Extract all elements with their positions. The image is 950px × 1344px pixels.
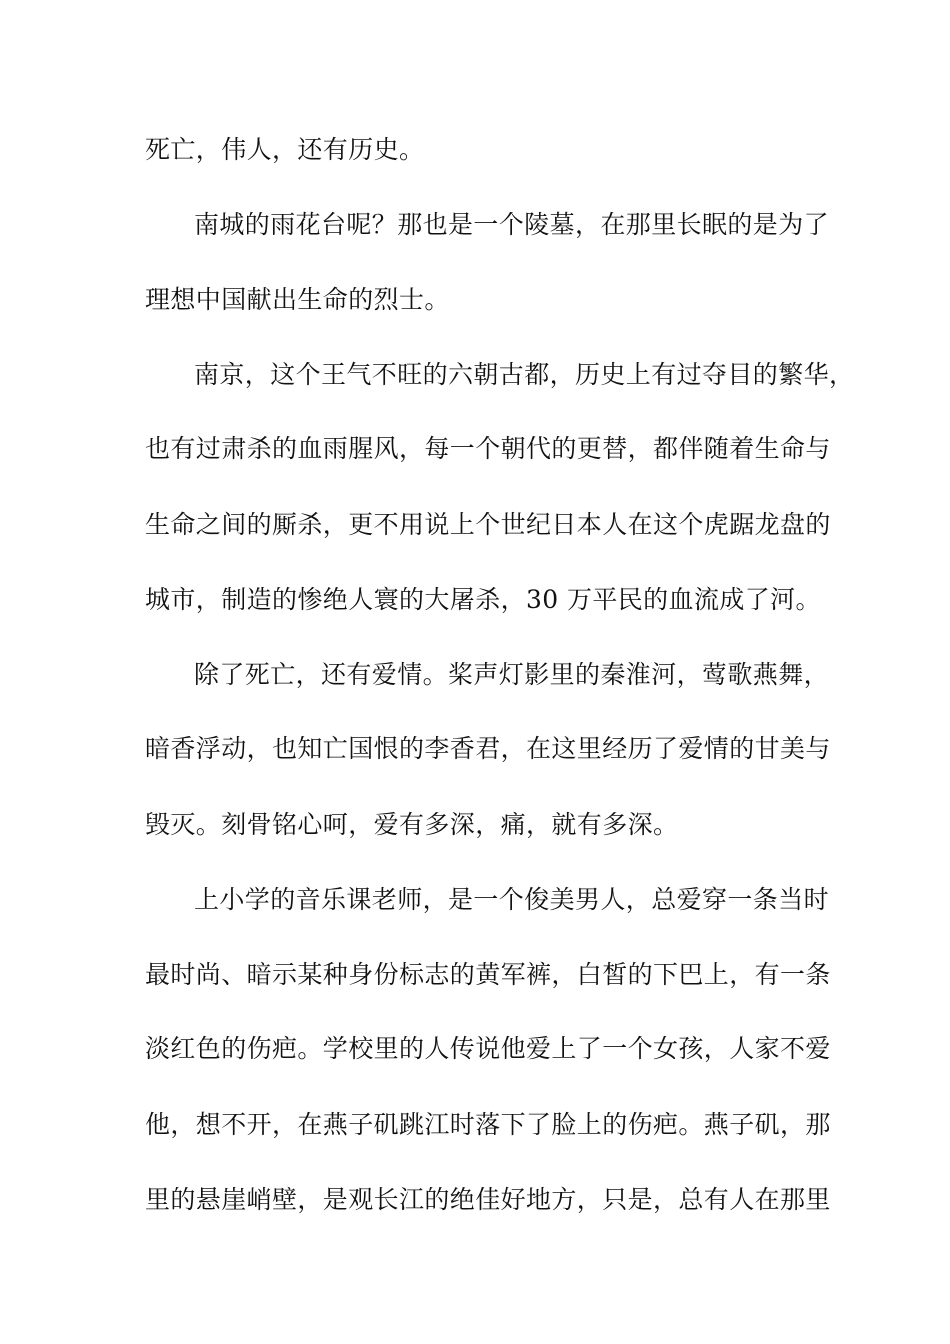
text-line: 他，想不开，在燕子矶跳江时落下了脸上的伤疤。燕子矶，那 (145, 1110, 831, 1139)
text-line: 理想中国献出生命的烈士。 (145, 285, 450, 314)
paragraph-start-line: 南京，这个王气不旺的六朝古都，历史上有过夺目的繁华， (194, 360, 855, 389)
paragraph-start-line: 上小学的音乐课老师，是一个俊美男人，总爱穿一条当时 (194, 885, 830, 914)
text-line: 生命之间的厮杀，更不用说上个世纪日本人在这个虎踞龙盘的 (145, 510, 831, 539)
text-line: 里的悬崖峭壁，是观长江的绝佳好地方，只是，总有人在那里 (145, 1185, 831, 1214)
paragraph-start-line: 除了死亡，还有爱情。桨声灯影里的秦淮河，莺歌燕舞， (194, 660, 830, 689)
text-line: 也有过肃杀的血雨腥风，每一个朝代的更替，都伴随着生命与 (145, 434, 831, 463)
text-line: 最时尚、暗示某种身份标志的黄军裤，白皙的下巴上，有一条 (145, 960, 831, 989)
text-line: 城市，制造的惨绝人寰的大屠杀，30 万平民的血流成了河。 (145, 585, 821, 614)
text-line: 毁灭。刻骨铭心呵，爱有多深，痛，就有多深。 (145, 810, 679, 839)
text-line: 淡红色的伤疤。学校里的人传说他爱上了一个女孩，人家不爱 (145, 1034, 831, 1063)
text-line: 暗香浮动，也知亡国恨的李香君，在这里经历了爱情的甘美与 (145, 734, 831, 763)
text-line: 死亡，伟人，还有历史。 (145, 135, 425, 164)
paragraph-start-line: 南城的雨花台呢？那也是一个陵墓，在那里长眠的是为了 (194, 210, 830, 239)
